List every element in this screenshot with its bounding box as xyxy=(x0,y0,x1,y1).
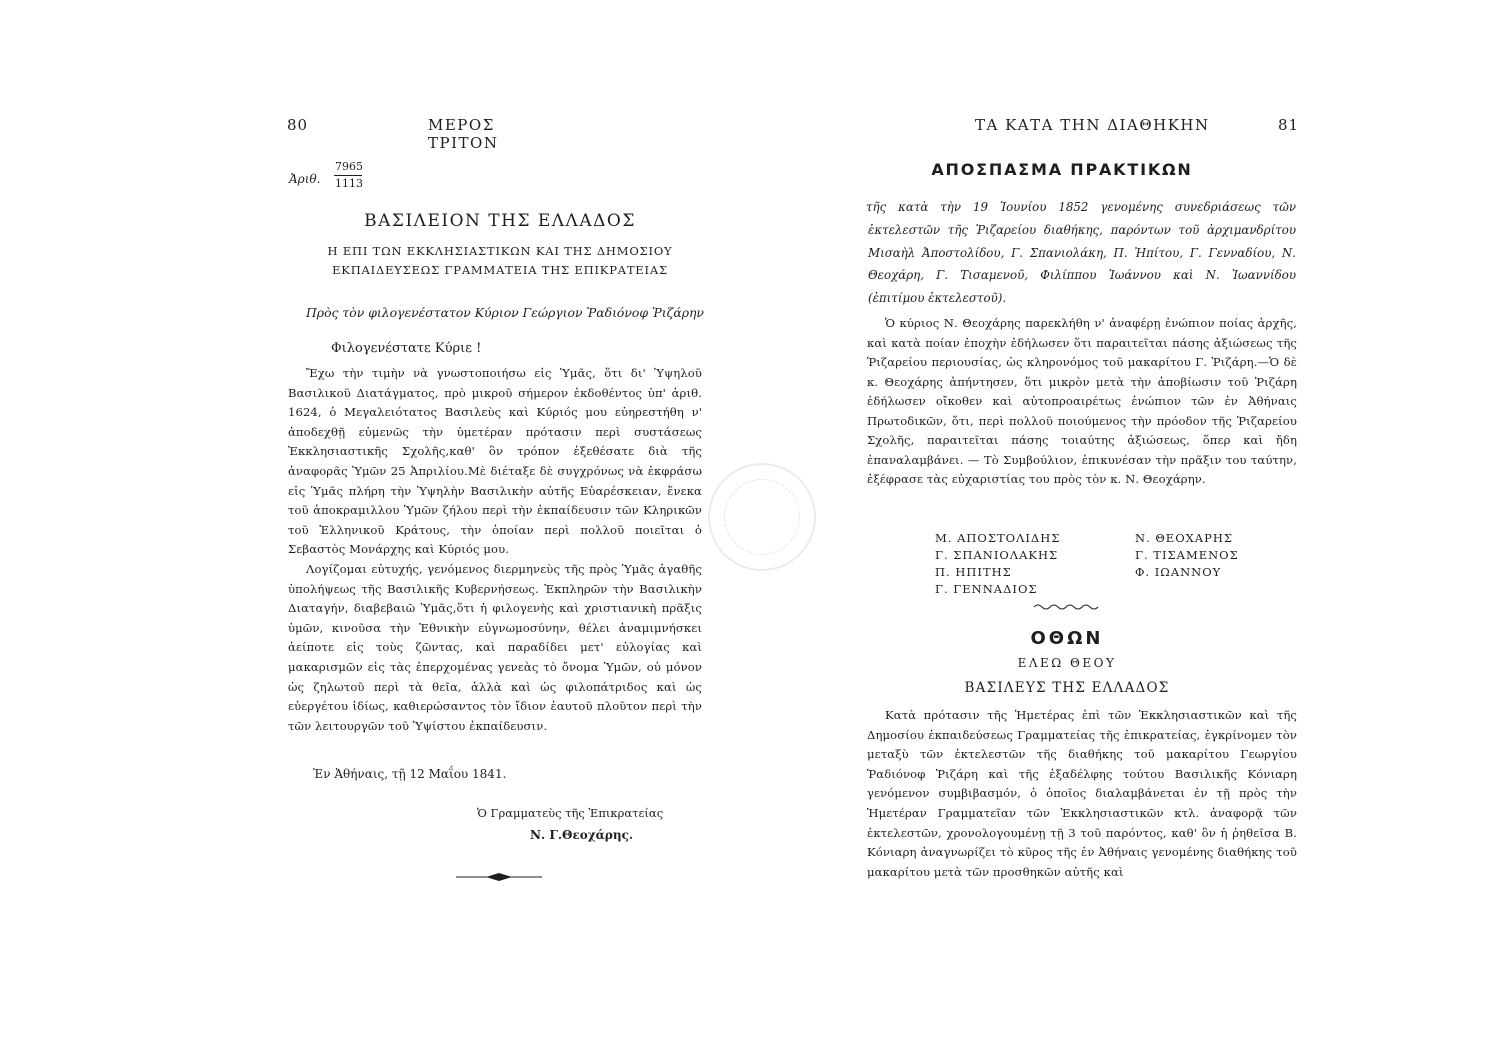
minutes-body xyxy=(867,314,1297,490)
signatures-column-right xyxy=(1135,530,1335,598)
page-number: 80 xyxy=(287,116,309,134)
subheading-line-1: Η ΕΠΙ ΤΩΝ ΕΚΚΛΗΣΙΑΣΤΙΚΩΝ ΚΑΙ ΤΗΣ ΔΗΜΟΣΙΟΥ xyxy=(327,244,673,258)
letter-body xyxy=(288,364,702,736)
subheading-line-2: ΕΚΠΑΙΔΕΥΣΕΩΣ ΓΡΑΜΜΑΤΕΙΑ ΤΗΣ ΕΠΙΚΡΑΤΕΙΑΣ xyxy=(332,263,668,277)
letter-paragraph-1: Ἔχω τὴν τιμὴν νὰ γνωστοποιήσω εἰς Ὑμᾶς, ὅτι δι' Ὑψηλοῦ Βασιλικοῦ Διατάγματος, πρὸ μικροῦ σήμερον ἐκδοθέντος ὑπ' ἀριθ. 1624, ὁ Μεγαλειότατος Βασιλεὺς καὶ Κύριός μου εὐηρεστήθη ν' ἀποδεχθῇ εὐμενῶς τὴν ὑμετέραν πρότασιν περὶ συστάσεως Ἐκκλησιαστικῆς Σχολῆς,καθ' ὃν τρόπον ἐξεθέσατε διὰ τῆς ἀναφορᾶς Ὑμῶν 25 Ἀπριλίου.Μὲ διέταξε δὲ συγχρόνως νὰ ἐκφράσω εἰς Ὑμᾶς πλήρη τὴν Ὑψηλὴν Βασιλικὴν αὐτῆς Εὐαρέσκειαν, ἕνεκα τοῦ ἀποκραμιλλου Ὑμῶν ζήλου περὶ τὴν ἐκπαίδευσιν τῶν Κληρικῶν τοῦ Ἑλληνικοῦ Κράτους, τὴν ὁποίαν περὶ πολλοῦ ποιεῖται ὁ Σεβαστὸς Μονάρχης καὶ Κύριός μου. xyxy=(288,366,702,557)
signatory-name: Ν. Γ.Θεοχάρης. xyxy=(530,828,634,842)
decree-paragraph: Κατὰ πρότασιν τῆς Ἡμετέρας ἐπὶ τῶν Ἐκκλησιαστικῶν καὶ τῆς Δημοσίου ἐκπαιδεύσεως Γραμματείας τῆς ἐπικρατείας, ἐγκρίνομεν τὸν μεταξὺ τῶν ἐκτελεστῶν τῆς διαθήκης τοῦ μακαρίτου Γεωργίου Ῥαδιόνοφ Ῥιζάρη καὶ τῆς ἐξαδέλφης τούτου Βασιλικῆς Κόνιαρη γενόμενον συμβιβασμόν, ὁ ὁποῖος διαλαμβάνεται ἐν τῇ πρὸς τὴν Ἡμετέραν Γραμματεῖαν τῶν Ἐκκλησιαστικῶν κτλ. ἀναφορᾷ τῶν ἐκτελεστῶν, χρονολογουμένῃ τῇ 3 τοῦ παρόντος, καθ' ὃν ἡ ῥηθεῖσα Β. Κόνιαρη ἀναγνωρίζει τὸ κῦρος τῆς ἐν Ἀθήναις γενομένης διαθήκης τοῦ μακαρίτου μετὰ τῶν προσθηκῶν αὐτῆς καὶ xyxy=(867,708,1297,879)
document-heading: ΒΑΣΙΛΕΙΟΝ ΤΗΣ ΕΛΛΑΔΟΣ xyxy=(364,211,636,231)
letter-paragraph-2: Λογίζομαι εὐτυχής, γενόμενος διερμηνεὺς τῆς πρὸς Ὑμᾶς ἀγαθῆς ὑπολήψεως τῆς Βασιλικῆς Κυβερνήσεως. Ἐκπληρῶν τὴν Βασιλικὴν Διαταγήν, διαβεβαιῶ Ὑμᾶς,ὅτι ἡ φιλογενὴς καὶ χριστιανικὴ πρᾶξις ὑμῶν, κινοῦσα τὴν Ἐθνικὴν εὐγνωμοσύνην, θέλει ἀναμιμνήσκει ἀείποτε εἰς τοὺς ζῶντας, καὶ παραδίδει μετ' εὐλογίας καὶ μακαρισμῶν εἰς τὰς ἐπερχομένας γενεὰς τὸ ὄνομα Ὑμῶν, οὐ μόνον ὡς ζηλωτοῦ περὶ τὰ θεῖα, ἀλλὰ καὶ ὡς φιλοπάτριδος καὶ ὡς εὐεργέτου ἰδίως, καθιερώσαντος τὸν ἴδιον ἑαυτοῦ πλοῦτον περὶ τὴν τῶν λειτουργῶν τοῦ Ὑψίστου ἐκπαίδευσιν. xyxy=(288,561,702,733)
decree-heading: ΟΘΩΝ xyxy=(1030,628,1104,649)
reference-denominator: 1113 xyxy=(335,177,363,190)
signatures-column-left xyxy=(935,530,1135,598)
signature-name: Γ. ΓΕΝΝΑΔΙΟΣ xyxy=(935,582,1038,596)
signature-name: Φ. ΙΩΑΝΝΟΥ xyxy=(1135,565,1222,579)
reference-label: Ἀριθ. xyxy=(289,172,321,186)
signature-name: Γ. ΣΠΑΝΙΟΛΑΚΗΣ xyxy=(935,548,1059,562)
running-head: ΤΑ ΚΑΤΑ ΤΗΝ ΔΙΑΘΗΚΗΝ xyxy=(975,116,1210,134)
decree-body xyxy=(867,706,1297,882)
date-line: Ἐν Ἀθήναις, τῇ 12 Μαΐου 1841. xyxy=(313,767,507,781)
signature-block xyxy=(935,530,1335,598)
signature-name: Γ. ΤΙΣΑΜΕΝΟΣ xyxy=(1135,548,1239,562)
signature-name: Ν. ΘΕΟΧΑΡΗΣ xyxy=(1135,531,1234,545)
signature-name: Π. ΗΠΙΤΗΣ xyxy=(935,565,1012,579)
decree-subheading-1: ΕΛΕΩ ΘΕΟΥ xyxy=(1017,656,1117,670)
minutes-intro: τῆς κατὰ τὴν 19 Ἰουνίου 1852 γενομένης συνεδριάσεως τῶν ἐκτελεστῶν τῆς Ῥιζαρείου διαθήκης, παρόντων τοῦ ἀρχιμανδρίτου Μισαὴλ Ἀποστολίδου, Γ. Σπανιολάκη, Π. Ἠπίτου, Γ. Γενναδίου, Ν. Θεοχάρη, Γ. Τισαμενοῦ, Φιλίππου Ἰωάννου καὶ Ν. Ἰωαννίδου (ἐπιτίμου ἐκτελεστοῦ). xyxy=(866,200,1296,306)
salutation: Φιλογενέστατε Κύριε ! xyxy=(331,341,482,356)
right-page xyxy=(750,0,1500,1054)
fraction-bar xyxy=(334,175,362,176)
minutes-heading: ΑΠΟΣΠΑΣΜΑ ΠΡΑΚΤΙΚΩΝ xyxy=(931,160,1193,179)
wavy-divider xyxy=(1032,602,1104,612)
decree-subheading-2: ΒΑΣΙΛΕΥΣ ΤΗΣ ΕΛΛΑΔΟΣ xyxy=(964,680,1170,696)
minutes-paragraph: Ὁ κύριος Ν. Θεοχάρης παρεκλήθη ν' ἀναφέρῃ ἐνώπιον ποίας ἀρχῆς, καὶ κατὰ ποίαν ἐποχὴν ἐδήλωσεν ὅτι παραιτεῖται πάσης ἀξιώσεως τῆς Ῥιζαρείου περιουσίας, ὡς κληρονόμος τοῦ μακαρίτου Γ. Ῥιζάρη.—Ὁ δὲ κ. Θεοχάρης ἀπήντησεν, ὅτι μικρὸν μετὰ τὴν ἀποβίωσιν τοῦ Ῥιζάρη ἐδήλωσεν οἴκοθεν καὶ αὐτοπροαιρέτως ἐνώπιον τῶν ἐν Ἀθήναις Πρωτοδικῶν, ὅτι, περὶ πολλοῦ ποιούμενος τὴν πρόοδον τῆς Ῥιζαρείου Σχολῆς, παραιτεῖται πάσης τοιαύτης ἀξιώσεως, ὅπερ καὶ ἤδη ἐπαναλαμβάνει. — Τὸ Συμβούλιον, ἐπικυνέσαν τὴν πρᾶξιν του ταύτην, ἐξέφρασε τὰς εὐχαριστίας του πρὸς τὸν κ. Ν. Θεοχάρην. xyxy=(867,316,1297,486)
signature-name: Μ. ΑΠΟΣΤΟΛΙΔΗΣ xyxy=(935,531,1061,545)
running-head: ΜΕΡΟΣ ΤΡΙΤΟΝ xyxy=(428,116,499,152)
addressee-line: Πρὸς τὸν φιλογενέστατον Κύριον Γεώργιον Ῥαδιόνοφ Ῥιζάρην xyxy=(306,305,704,320)
reference-number xyxy=(289,160,379,194)
signatory-title: Ὁ Γραμματεὺς τῆς Ἐπικρατείας xyxy=(477,806,664,820)
ornament-divider xyxy=(454,870,544,884)
reference-numerator: 7965 xyxy=(335,160,363,173)
page-number: 81 xyxy=(1278,116,1300,134)
